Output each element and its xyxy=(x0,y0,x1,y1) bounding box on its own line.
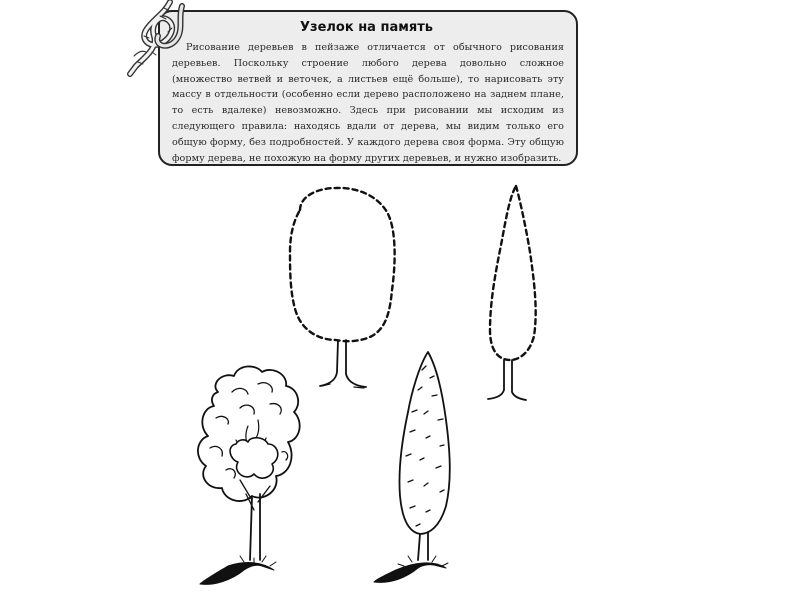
round-tree-outline xyxy=(290,188,395,388)
cypress-tree-drawing xyxy=(374,352,450,582)
round-tree-drawing xyxy=(198,366,300,584)
note-text: Рисование деревьев в пейзаже отличается от обычного рисования деревьев. Поскольку строение любого дерева довольно сложное (множество ветвей и веточек, а листьев ещё больше), то нарисовать эту массу в отдельности (особенно если дерево расположено на заднем плане, то есть вдалеке) невозможно. Здесь при рисовании мы исходим из следующего правила: находясь вдали от дерева, мы видим только его общую форму, без подробностей. У каждого дерева своя форма. Эту общую форму дерева, не похожую на форму других деревьев, и нужно изобразить. xyxy=(172,42,564,164)
cypress-tree-outline xyxy=(488,186,536,400)
note-title: Узелок на память xyxy=(300,20,433,35)
